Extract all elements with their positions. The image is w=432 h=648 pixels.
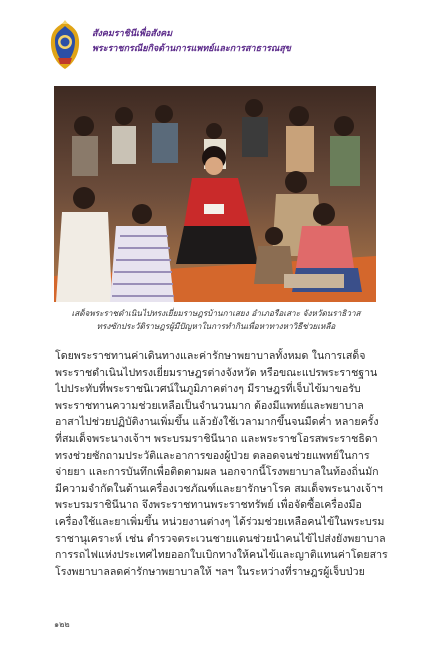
header-titles — [92, 28, 291, 55]
header-title: สังคมราชินีเพื่อสังคม — [92, 29, 173, 39]
page-number: ๑๒๒ — [54, 620, 70, 629]
body-paragraph — [55, 348, 393, 580]
caption-line-1: เสด็จพระราชดำเนินไปทรงเยี่ยมราษฎรบ้านกาเสยง อำเภอรือเสาะ จังหวัดนราธิวาส — [71, 308, 361, 318]
body-line: เครื่องใช้และยาเพิ่มขึ้น หน่วยงานต่างๆ ได้ร่วมช่วยเหลือคนไข้ในพระบรม — [55, 515, 385, 528]
body-line: พระราชทานความช่วยเหลือเป็นจำนวนมาก ต้องมีแพทย์และพยาบาล — [55, 399, 364, 412]
body-line: ทรงช่วยซักถามประวัติและอาการของผู้ป่วย ตลอดจนช่วยแพทย์ในการ — [55, 449, 370, 462]
photo-illustration — [54, 86, 376, 302]
body-line: การรถไฟแห่งประเทศไทยออกใบเบิกทางให้คนไข้และญาติแทนค่าโดยสาร — [55, 549, 388, 562]
caption-line-2: ทรงซักประวัติราษฎรผู้มีปัญหาในการทำกินเพื่อหาทางหาวิธีช่วยเหลือ — [96, 321, 336, 331]
body-line: อาสาไปช่วยปฏิบัติงานเพิ่มขึ้น แล้วยังใช้เวลามากขึ้นจนมืดค่ำ หลายครั้ง — [55, 416, 379, 429]
body-line: โดยพระราชทานค่าเดินทางและค่ารักษาพยาบาลทั้งหมด ในการเสด็จ — [55, 350, 366, 362]
body-line: โรงพยาบาลลดค่ารักษาพยาบาลให้ ฯลฯ ในระหว่างที่ราษฎรผู้เจ็บป่วย — [55, 565, 365, 578]
body-line: พระบรมราชินีนาถ จึงพระราชทานพระราชทรัพย์ เพื่อจัดซื้อเครื่องมือ — [55, 499, 362, 512]
header-subtitle: พระราชกรณียกิจด้านการแพทย์และการสาธารณสุข — [92, 44, 291, 54]
body-line: ราชานุเคราะห์ เช่น ตำรวจตระเวนชายแดนช่วยนำคนไข้ไปส่งยังพยาบาล — [55, 532, 386, 545]
body-line: จ่ายยา และการบันทึกเพื่อติดตามผล นอกจากนี้โรงพยาบาลในท้องถิ่นมัก — [55, 466, 379, 479]
body-line: ไปประทับที่พระราชนิเวศน์ในภูมิภาคต่างๆ มีราษฎรที่เจ็บไข้มาขอรับ — [55, 383, 361, 396]
photo-caption — [40, 307, 392, 333]
page-header — [48, 20, 388, 72]
body-line: ที่สมเด็จพระนางเจ้าฯ พระบรมราชินีนาถ และพระราชโอรสพระราชธิดา — [55, 432, 378, 445]
queen-visiting-villagers-photo — [54, 86, 376, 302]
body-line: มีความจำกัดในด้านเครื่องเวชภัณฑ์และยารักษาโรค สมเด็จพระนางเจ้าฯ — [55, 482, 383, 495]
royal-emblem-icon — [48, 20, 82, 70]
body-line: พระราชดำเนินไปทรงเยี่ยมราษฎรต่างจังหวัด หรือขณะแปรพระราชฐาน — [55, 366, 378, 379]
